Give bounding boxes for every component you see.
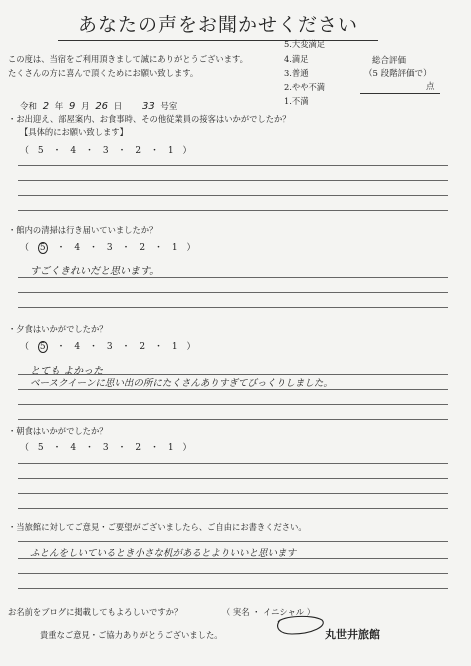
rating-option-3[interactable]: 3 <box>106 243 116 253</box>
rating-option-4[interactable]: 4 <box>74 243 84 253</box>
rating-option-3[interactable]: 3 <box>102 146 112 156</box>
overall-unit: 点 <box>426 82 435 92</box>
rating-open: （ <box>20 146 33 156</box>
date-month[interactable]: 9 <box>69 101 76 112</box>
answer-line[interactable] <box>18 404 448 405</box>
answer-line[interactable] <box>18 374 448 375</box>
rating-option-2[interactable]: 2 <box>139 243 149 253</box>
rating-open: （ <box>20 443 33 453</box>
rating-option-4[interactable]: 4 <box>70 146 80 156</box>
handwritten-answer-dinner-1: とても よかった <box>30 366 104 377</box>
answer-line[interactable] <box>18 389 448 390</box>
rating-open: （ <box>20 342 33 352</box>
rating-option-4[interactable]: 4 <box>74 342 84 352</box>
answer-line[interactable] <box>18 292 448 293</box>
handwritten-answer-cleanliness: すごくきれいだと思います。 <box>30 266 160 277</box>
date-day[interactable]: 26 <box>95 101 109 112</box>
rating-sep: ・ <box>150 146 163 156</box>
question-dinner: ・夕食はいかがでしたか？ <box>8 324 108 334</box>
rating-open: （ <box>20 243 33 253</box>
page-title: あなたの声をお聞かせください <box>58 10 378 41</box>
room-number[interactable]: 33 <box>141 101 155 112</box>
answer-line[interactable] <box>18 210 448 211</box>
rating-sep: ・ <box>117 146 130 156</box>
answer-line[interactable] <box>18 165 448 166</box>
rating-close: ） <box>186 243 199 253</box>
initial-circle-mark <box>272 614 328 636</box>
handwritten-answer-feedback: ふとんをしいているとき小さな机があるとよりいいと思います <box>30 548 297 559</box>
rating-sep: ・ <box>85 443 98 453</box>
answer-line[interactable] <box>18 541 448 542</box>
answer-line[interactable] <box>18 508 448 509</box>
rating-option-1[interactable]: 1 <box>167 146 177 156</box>
rating-service[interactable] <box>20 143 195 156</box>
rating-option-5[interactable]: 5 <box>37 146 47 156</box>
rating-option-4[interactable]: 4 <box>70 443 80 453</box>
rating-option-1[interactable]: 1 <box>171 243 181 253</box>
answer-line[interactable] <box>18 307 448 308</box>
date-day-unit: 日 <box>113 102 123 112</box>
handwritten-answer-dinner-2: ベースクイーンに思い出の所にたくさんありすぎてびっくりしました。 <box>30 378 333 389</box>
answer-line[interactable] <box>18 180 448 181</box>
date-year[interactable]: 2 <box>42 101 50 112</box>
scale-item-2: 2.やや不満 <box>284 82 326 92</box>
rating-option-5-selected[interactable]: 5 <box>39 243 46 253</box>
rating-sep: ・ <box>56 342 69 352</box>
rating-sep: ・ <box>121 342 134 352</box>
scale-item-5: 5.大変満足 <box>284 39 326 49</box>
rating-dinner[interactable] <box>20 339 199 353</box>
rating-option-2[interactable]: 2 <box>135 146 145 156</box>
answer-line[interactable] <box>18 419 448 420</box>
intro-line-1: この度は、当宿をご利用頂きまして誠にありがとうございます。 <box>8 54 248 64</box>
room-unit: 号室 <box>160 102 178 112</box>
question-cleanliness: ・館内の清掃は行き届いていましたか？ <box>8 225 158 235</box>
answer-line[interactable] <box>18 558 448 559</box>
rating-sep: ・ <box>89 342 102 352</box>
rating-option-2[interactable]: 2 <box>139 342 149 352</box>
answer-line[interactable] <box>18 493 448 494</box>
scale-item-4: 4.満足 <box>284 54 309 64</box>
thanks-message: 貴重なご意見・ご協力ありがとうございました。 <box>40 630 223 640</box>
rating-cleanliness[interactable] <box>20 240 199 254</box>
date-era: 令和 <box>20 102 38 112</box>
question-feedback: ・当旅館に対してご意見・ご要望がございましたら、ご自由にお書きください。 <box>8 522 307 532</box>
answer-line[interactable] <box>18 463 448 464</box>
rating-sep: ・ <box>56 243 69 253</box>
overall-score-field[interactable] <box>360 93 440 94</box>
rating-sep: ・ <box>52 443 65 453</box>
rating-sep: ・ <box>154 243 167 253</box>
rating-option-2[interactable]: 2 <box>135 443 145 453</box>
rating-breakfast[interactable] <box>20 440 195 453</box>
scale-item-3: 3.普通 <box>284 68 309 78</box>
rating-sep: ・ <box>52 146 65 156</box>
rating-option-1[interactable]: 1 <box>171 342 181 352</box>
answer-line[interactable] <box>18 588 448 589</box>
rating-option-5-selected[interactable]: 5 <box>39 342 46 352</box>
question-breakfast: ・朝食はいかがでしたか？ <box>8 426 108 436</box>
rating-sep: ・ <box>85 146 98 156</box>
rating-sep: ・ <box>121 243 134 253</box>
rating-close: ） <box>182 443 195 453</box>
question-service: ・お出迎え、部屋案内、お食事時、その他従業員の接客はいかがでしたか？ <box>8 114 291 124</box>
answer-line[interactable] <box>18 195 448 196</box>
rating-option-1[interactable]: 1 <box>167 443 177 453</box>
rating-sep: ・ <box>89 243 102 253</box>
overall-title: 総合評価 <box>372 56 407 66</box>
inn-name: 丸世井旅館 <box>325 628 380 641</box>
answer-line[interactable] <box>18 478 448 479</box>
blog-consent-options[interactable]: （ 実名 ・ イニシャル ） <box>222 607 316 617</box>
overall-subtitle: （5 段階評価で） <box>364 69 432 79</box>
date-year-unit: 年 <box>54 102 64 112</box>
rating-sep: ・ <box>117 443 130 453</box>
answer-line[interactable] <box>18 573 448 574</box>
rating-sep: ・ <box>154 342 167 352</box>
date-month-unit: 月 <box>81 102 90 112</box>
question-service-instruction: 【具体的にお願い致します】 <box>20 127 128 137</box>
intro-line-2: たくさんの方に喜んで頂くためにお願い致します。 <box>8 68 199 78</box>
rating-option-3[interactable]: 3 <box>106 342 116 352</box>
blog-consent-question: お名前をブログに掲載してもよろしいですか？ <box>8 607 183 617</box>
answer-line[interactable] <box>18 277 448 278</box>
rating-close: ） <box>182 146 195 156</box>
rating-option-5[interactable]: 5 <box>37 443 47 453</box>
rating-sep: ・ <box>150 443 163 453</box>
date-line <box>20 100 177 112</box>
rating-option-3[interactable]: 3 <box>102 443 112 453</box>
scale-item-1: 1.不満 <box>284 96 309 106</box>
rating-close: ） <box>186 342 199 352</box>
